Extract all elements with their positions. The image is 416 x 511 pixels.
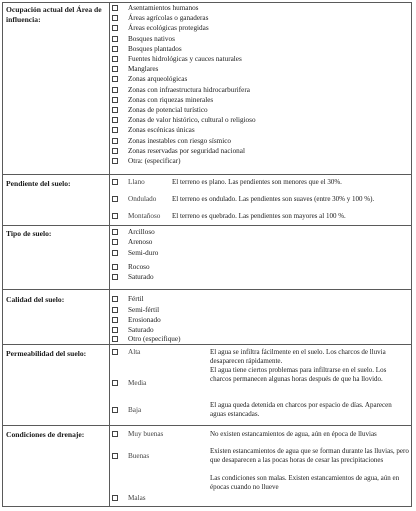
option-label: Manglares	[128, 65, 159, 74]
checkbox[interactable]	[112, 336, 118, 342]
option-label: Áreas agrícolas o ganaderas	[128, 14, 209, 23]
checkbox[interactable]	[112, 296, 118, 302]
option-label: Zonas con infraestructura hidrocarburifera	[128, 85, 250, 94]
option-label: Semi-duro	[128, 249, 159, 257]
option-label: Bosques nativos	[128, 34, 175, 43]
section-label-calidad-suelo: Calidad del suelo:	[6, 295, 65, 304]
option-label: Media	[128, 379, 147, 387]
option-description: Existen estancamientos de agua que se forman durante las lluvias, pero que desaparecen a las pocas horas de cesar las precipitaciones	[210, 447, 409, 464]
option-description: El agua tiene ciertos problemas para infiltrarse en el suelo. Los charcos permanecen algunas horas después de que ha llovido.	[210, 366, 387, 383]
section-divider	[2, 344, 412, 345]
checkbox[interactable]	[112, 407, 118, 413]
option-description: Las condiciones son malas. Existen estancamientos de agua, aún en épocas cuando no llueve	[210, 474, 400, 491]
section-divider	[2, 425, 412, 426]
checkbox[interactable]	[112, 66, 118, 72]
option-label: Bosques plantados	[128, 44, 182, 53]
section-divider	[2, 225, 412, 226]
option-label: Ondulado	[128, 195, 157, 203]
option-description: El agua se infiltra fácilmente en el suelo. Los charcos de lluvia desaparecen rápidamente.	[210, 348, 386, 365]
option-label: Asentamientos humanos	[128, 4, 199, 12]
option-label: Semi-fértil	[128, 306, 160, 314]
option-label: Llano	[128, 178, 145, 186]
checkbox[interactable]	[112, 107, 118, 113]
checkbox[interactable]	[112, 127, 118, 133]
option-description: El terreno es plano. Las pendientes son menores que el 30%.	[172, 178, 342, 186]
checkbox[interactable]	[112, 158, 118, 164]
checkbox[interactable]	[112, 97, 118, 103]
checkbox[interactable]	[112, 46, 118, 52]
checkbox[interactable]	[112, 213, 118, 219]
option-label: Zonas arqueológicas	[128, 75, 188, 84]
column-divider	[109, 2, 110, 507]
checkbox[interactable]	[112, 250, 118, 256]
checkbox[interactable]	[112, 317, 118, 323]
checkbox[interactable]	[112, 307, 118, 313]
option-description: El terreno es quebrado. Las pendientes son mayores al 100 %.	[172, 212, 346, 220]
option-description: No existen estancamientos de agua, aún en época de lluvias	[210, 430, 377, 438]
option-label: Muy buenas	[128, 430, 164, 438]
option-label: Rocoso	[128, 263, 150, 271]
option-label: Otra: (especificar)	[128, 157, 181, 165]
checkbox[interactable]	[112, 239, 118, 245]
option-label: Zonas escénicas únicas	[128, 126, 195, 135]
checkbox[interactable]	[112, 117, 118, 123]
option-label: Fértil	[128, 295, 144, 303]
checkbox[interactable]	[112, 274, 118, 280]
option-label: Zonas de valor histórico, cultural o religioso	[128, 116, 256, 125]
checkbox[interactable]	[112, 327, 118, 333]
option-label: Zonas inestables con riesgo sísmico	[128, 136, 232, 145]
option-label: Otro (especifique)	[128, 335, 181, 343]
checkbox[interactable]	[112, 453, 118, 459]
option-label: Baja	[128, 406, 142, 414]
checkbox[interactable]	[112, 495, 118, 501]
section-divider	[2, 174, 412, 175]
option-label: Arcilloso	[128, 228, 155, 236]
checkbox[interactable]	[112, 431, 118, 437]
option-label: Saturado	[128, 273, 154, 281]
option-label: Áreas ecológicas protegidas	[128, 24, 209, 33]
checkbox[interactable]	[112, 25, 118, 31]
option-label: Erosionado	[128, 316, 161, 324]
checkbox[interactable]	[112, 138, 118, 144]
option-label: Alta	[128, 348, 141, 356]
checkbox[interactable]	[112, 5, 118, 11]
checkbox[interactable]	[112, 87, 118, 93]
option-label: Zonas reservadas por seguridad nacional	[128, 146, 245, 155]
option-description: El terreno es ondulado. Las pendientes son suaves (entre 30% y 100 %).	[172, 195, 375, 203]
section-label-drenaje: Condiciones de drenaje:	[6, 430, 85, 439]
section-label-ocupacion: Ocupación actual del Área de influencia:	[6, 5, 102, 24]
checkbox[interactable]	[112, 179, 118, 185]
option-description: El agua queda detenida en charcos por espacio de días. Aparecen aguas estancadas.	[210, 401, 392, 418]
checkbox[interactable]	[112, 148, 118, 154]
section-divider	[2, 289, 412, 290]
checkbox[interactable]	[112, 15, 118, 21]
checkbox[interactable]	[112, 196, 118, 202]
option-label: Saturado	[128, 326, 154, 334]
option-label: Fuentes hidrológicas y cauces naturales	[128, 55, 242, 63]
option-label: Arenoso	[128, 238, 153, 246]
checkbox[interactable]	[112, 349, 118, 355]
checkbox[interactable]	[112, 56, 118, 62]
option-label: Zonas con riquezas minerales	[128, 95, 214, 104]
option-label: Malas	[128, 494, 146, 502]
section-label-permeabilidad: Permeabilidad del suelo:	[6, 349, 87, 358]
section-label-tipo-suelo: Tipo de suelo:	[6, 229, 52, 238]
option-label: Montañoso	[128, 212, 161, 220]
checkbox[interactable]	[112, 264, 118, 270]
checkbox[interactable]	[112, 36, 118, 42]
checkbox[interactable]	[112, 380, 118, 386]
checkbox[interactable]	[112, 76, 118, 82]
section-label-pendiente: Pendiente del suelo:	[6, 179, 71, 188]
option-label: Buenas	[128, 452, 150, 460]
option-label: Zonas de potencial turístico	[128, 106, 208, 114]
checkbox[interactable]	[112, 229, 118, 235]
